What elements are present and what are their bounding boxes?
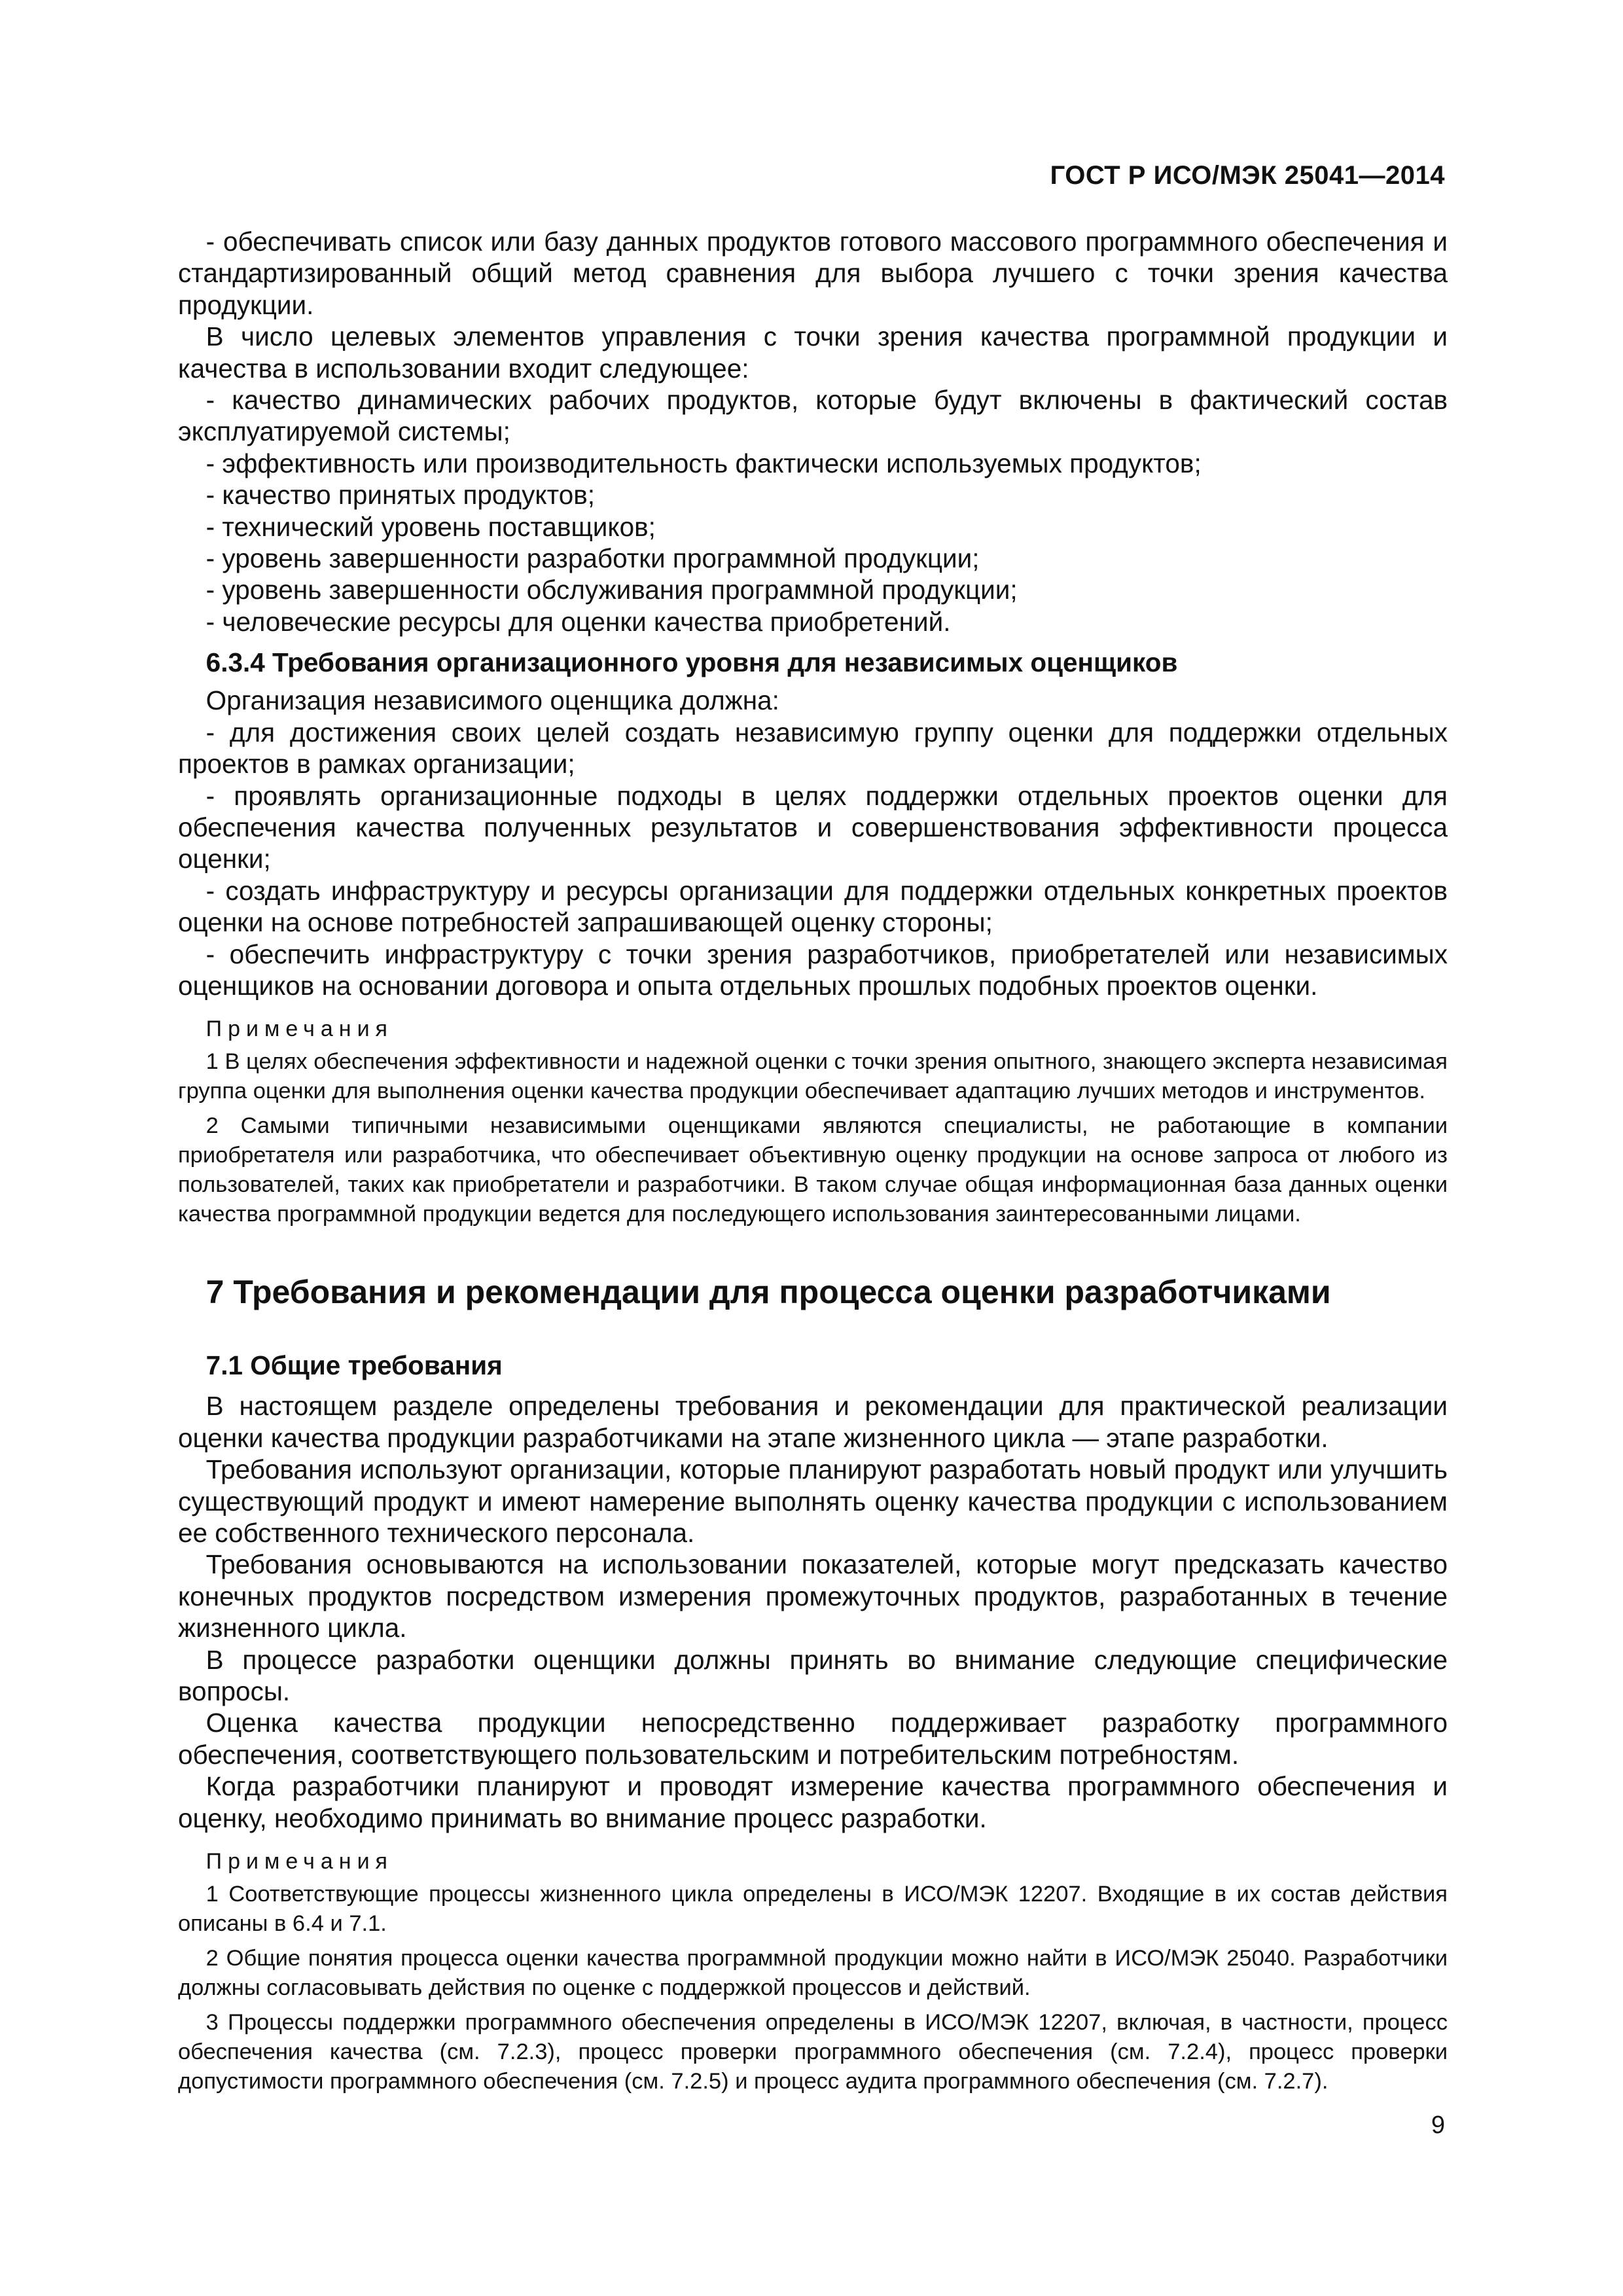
page-content [178, 226, 1448, 2102]
paragraph: Организация независимого оценщика должна: [205, 685, 779, 716]
notes-label: Примечания [205, 1849, 393, 1874]
note-item: 2 Самыми типичными независимыми оценщиками являются специалисты, не работающие в компании приобретателя или разработчика, что обеспечивает объективную оценку продукции на основе запроса от любого из пользователей, таких как приобретатели и разработчики. В таком случае общая информационная база данных оценки качества программной продукции ведется для последующего использования заинтересованными лицами. [178, 1113, 1448, 1227]
paragraph: В настоящем разделе определены требования и рекомендации для практической реализации оценки качества продукции разработчиками на этапе жизненного цикла — этапе разработки. [178, 1391, 1448, 1453]
list-item: - технический уровень поставщиков; [205, 511, 656, 542]
list-item: - качество принятых продуктов; [205, 480, 595, 511]
list-item: - качество динамических рабочих продуктов, которые будут включены в фактический состав эксплуатируемой системы; [178, 385, 1448, 447]
standard-header: ГОСТ Р ИСО/МЭК 25041—2014 [1050, 161, 1445, 190]
note-item: 1 Соответствующие процессы жизненного цикла определены в ИСО/МЭК 12207. Входящие в их состав действия описаны в 6.4 и 7.1. [178, 1882, 1448, 1937]
note-item: 1 В целях обеспечения эффективности и надежной оценки с точки зрения опытного, знающего эксперта независимая группа оценки для выполнения оценки качества продукции обеспечивает адаптацию лучших методов и инструментов. [178, 1049, 1448, 1104]
paragraph: В процессе разработки оценщики должны принять во внимание следующие специфические вопросы. [178, 1644, 1448, 1706]
list-item: - обеспечивать список или базу данных продуктов готового массового программного обеспечения и стандартизированный общий метод сравнения для выбора лучшего с точки зрения качества продукции. [178, 226, 1448, 320]
notes-label: Примечания [205, 1016, 393, 1042]
list-item: - эффективность или производительность фактически используемых продуктов; [205, 448, 1202, 478]
list-item: - создать инфраструктуру и ресурсы организации для поддержки отдельных конкретных проектов оценки на основе потребностей запрашивающей оценку стороны; [178, 875, 1448, 938]
list-item: - уровень завершенности разработки программной продукции; [205, 543, 980, 574]
paragraph: Оценка качества продукции непосредственно поддерживает разработку программного обеспечения, соответствующего пользовательским и потребительским потребностям. [178, 1708, 1448, 1770]
list-item: - уровень завершенности обслуживания программной продукции; [205, 575, 1018, 605]
paragraph: Требования используют организации, которые планируют разработать новый продукт или улучшить существующий продукт и имеют намерение выполнять оценку качества продукции с использованием ее собственного технического персонала. [178, 1454, 1448, 1548]
paragraph: В число целевых элементов управления с точки зрения качества программной продукции и качества в использовании входит следующее: [178, 321, 1448, 384]
note-item: 3 Процессы поддержки программного обеспечения определены в ИСО/МЭК 12207, включая, в частности, процесс обеспечения качества (см. 7.2.3), процесс проверки программного обеспечения (см. 7.2.4), процесс проверки допустимости программного обеспечения (см. 7.2.5) и процесс аудита программного обеспечения (см. 7.2.7). [178, 2010, 1448, 2094]
page-number: 9 [1431, 2111, 1445, 2139]
section-heading-7: 7 Требования и рекомендации для процесса оценки разработчиками [205, 1274, 1331, 1311]
section-heading-6-3-4: 6.3.4 Требования организационного уровня для независимых оценщиков [205, 647, 1178, 678]
paragraph: Требования основываются на использовании показателей, которые могут предсказать качество конечных продуктов посредством измерения промежуточных продуктов, разработанных в течение жизненного цикла. [178, 1549, 1448, 1643]
list-item: - человеческие ресурсы для оценки качества приобретений. [205, 606, 951, 637]
list-item: - для достижения своих целей создать независимую группу оценки для поддержки отдельных проектов в рамках организации; [178, 717, 1448, 780]
paragraph: Когда разработчики планируют и проводят измерение качества программного обеспечения и оценку, необходимо принимать во внимание процесс разработки. [178, 1771, 1448, 1833]
list-item: - проявлять организационные подходы в целях поддержки отдельных проектов оценки для обеспечения качества полученных результатов и совершенствования эффективности процесса оценки; [178, 780, 1448, 874]
note-item: 2 Общие понятия процесса оценки качества программной продукции можно найти в ИСО/МЭК 25040. Разработчики должны согласовывать действия по оценке с поддержкой процессов и действий. [178, 1946, 1448, 2001]
section-heading-7-1: 7.1 Общие требования [205, 1350, 503, 1381]
list-item: - обеспечить инфраструктуру с точки зрения разработчиков, приобретателей или независимых оценщиков на основании договора и опыта отдельных прошлых подобных проектов оценки. [178, 939, 1448, 1001]
